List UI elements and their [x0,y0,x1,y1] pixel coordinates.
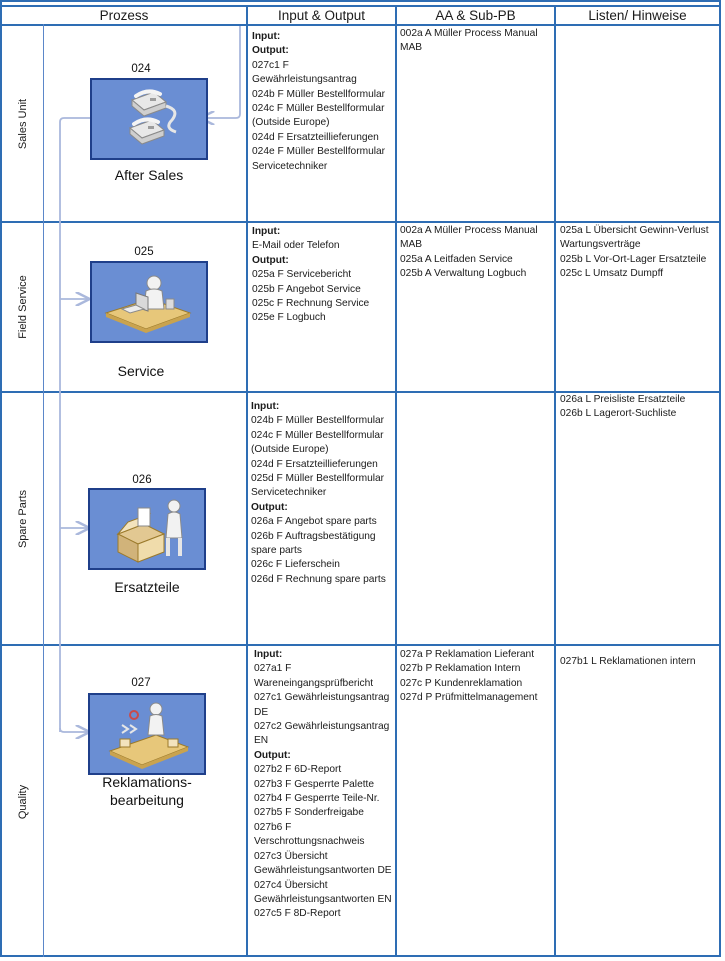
section-label: Output: [252,254,289,266]
document-entry: 027b3 F Gesperrte Palette [254,778,375,790]
process-name: Ersatzteile [114,579,180,595]
document-entry: 027c1 Gewährleistungsantrag DE [254,692,390,718]
lists-cell [560,655,718,669]
document-entry: 027b2 F 6D-Report [254,764,342,776]
document-entry: 026c F Lieferschein [251,559,340,571]
document-entry: 024d F Ersatzteillieferungen [251,458,378,470]
document-entry: 025a A Leitfaden Service [400,253,513,265]
process-code: 026 [132,474,152,486]
service-desk-icon [92,263,206,341]
document-entry: 024e F Müller Bestellformular Servicetechniker [252,146,386,172]
document-entry: 027b5 F Sonderfreigabe [254,807,364,819]
section-label: Output: [251,501,288,513]
aa-cell [400,27,552,56]
document-entry: 027c4 Übersicht Gewährleistungsantworten EN [254,879,392,905]
process-name: Service [117,363,165,379]
document-entry: 027d P Prüfmittelmanagement [400,692,538,704]
section-label: Input: [252,226,281,237]
document-entry: 025a F Servicebericht [252,269,352,281]
document-entry: 025e F Logbuch [252,312,326,324]
document-entry: 027b4 F Gesperrte Teile-Nr. [254,793,380,805]
document-entry: 027a1 F Wareneingangsprüfbericht [254,663,374,689]
process-name: Reklamations- bearbeitung [102,774,192,808]
process-box-service[interactable] [90,261,208,343]
document-entry: 027c P Kundenreklamation [400,677,523,689]
lane-label-text: Field Service [17,275,30,339]
document-entry: 025b A Verwaltung Logbuch [400,268,527,280]
document-entry: 026b L Lagerort-Suchliste [560,408,677,420]
document-entry: 025c F Rechnung Service [252,298,370,310]
document-entry: 025d F Müller Bestellformular Servicetechniker [251,473,385,499]
header-lists-notes: Listen/ Hinweise [588,8,687,23]
document-entry: 026d F Rechnung spare parts [251,573,386,585]
document-entry: 025a L Übersicht Gewinn-Verlust Wartungsverträge [560,225,709,251]
inspection-icon [90,695,204,773]
process-box-quality[interactable] [88,693,206,775]
document-entry: 024b F Müller Bestellformular [252,88,386,100]
lane-label-text: Sales Unit [17,98,30,149]
lane-label-text: Spare Parts [17,489,29,548]
process-code: 025 [134,246,154,258]
document-entry: 024b F Müller Bestellformular [251,415,385,427]
document-entry: 025c L Umsatz Dumpff [560,268,664,280]
header-process: Prozess [99,8,149,23]
document-entry: 027b P Reklamation Intern [400,663,521,675]
lists-cell [560,393,718,422]
process-code: 027 [131,677,151,689]
section-label: Input: [252,31,281,42]
document-entry: 027b6 F Verschrottungsnachweis [254,821,365,848]
document-entry: 024c F Müller Bestellformular (Outside Europe) [252,103,385,129]
header-aa-sub-pb: AA & Sub-PB [435,8,516,23]
process-box-after-sales[interactable] [90,78,208,160]
document-entry: 024c F Müller Bestellformular (Outside Europe) [251,429,384,456]
document-entry: 027b1 L Reklamationen intern [560,656,696,667]
header-input-output: Input & Output [277,8,366,23]
aa-cell [400,648,552,706]
document-entry: 026a F Angebot spare parts [251,516,377,528]
document-entry: 026a L Preisliste Ersatzteile [560,394,686,405]
connector-to-quality [60,728,88,732]
document-entry: E-Mail oder Telefon [252,240,340,252]
io-cell [254,648,394,922]
section-label: Input: [254,649,283,660]
document-entry: 024d F Ersatzteillieferungen [252,131,379,143]
process-name: After Sales [114,167,184,183]
section-label: Output: [252,45,289,57]
telephone-icon [92,80,206,158]
parcel-icon [90,490,204,568]
document-entry: 026b F Auftragsbestätigung spare parts [251,530,376,557]
aa-cell [400,224,552,282]
process-code: 024 [131,63,151,75]
io-cell [252,30,394,174]
document-entry: 025b L Vor-Ort-Lager Ersatzteile [560,253,707,265]
document-entry: 025b F Angebot Service [252,283,361,295]
document-entry: 027c3 Übersicht Gewährleistungsantworten DE [254,850,392,877]
process-box-spare-parts[interactable] [88,488,206,570]
io-cell [252,225,394,326]
document-entry: 027a P Reklamation Lieferant [400,649,535,660]
section-label: Input: [251,401,280,412]
lists-cell [560,224,718,282]
section-label: Output: [254,749,291,761]
lane-label-text: Quality [17,784,29,819]
document-entry: 027c1 F Gewährleistungsantrag [252,59,357,86]
connector-spine [60,118,90,732]
io-cell [251,400,394,587]
document-entry: 027c2 Gewährleistungsantrag EN [254,721,390,747]
document-entry: 002a A Müller Process Manual MAB [400,225,538,251]
document-entry: 002a A Müller Process Manual MAB [400,28,538,54]
document-entry: 027c5 F 8D-Report [254,908,341,920]
